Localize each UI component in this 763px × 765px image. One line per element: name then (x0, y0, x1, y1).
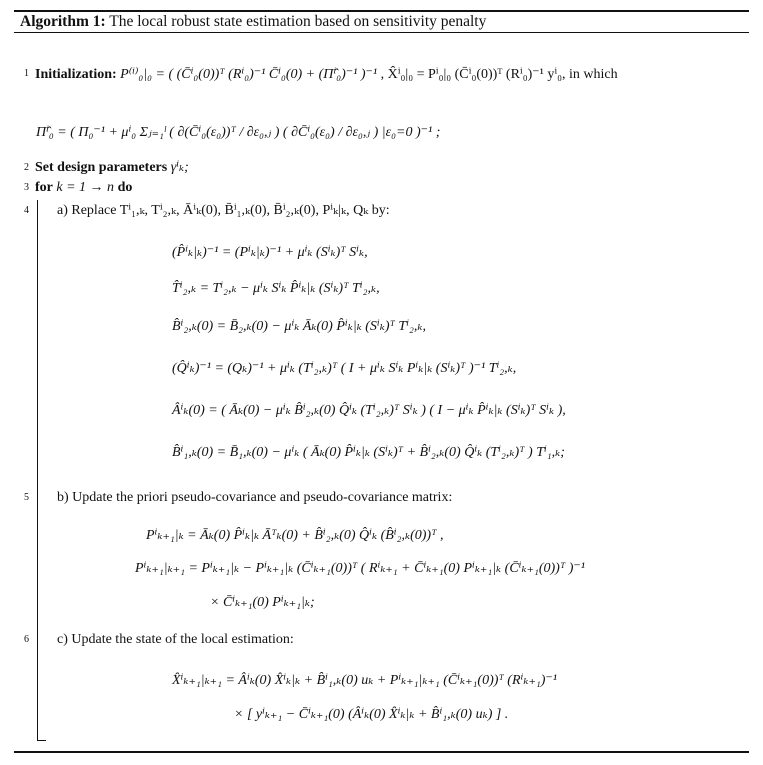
eq-x00: , X̂ⁱ₀|₀ = Pⁱ₀|₀ (C̄ⁱ₀(0))ᵀ (Rⁱ₀)⁻¹ yⁱ₀, in which (380, 67, 618, 82)
eq-q-hat: (Q̂ⁱₖ)⁻¹ = (Qₖ)⁻¹ + μⁱₖ (Tⁱ₂,ₖ)ᵀ ( I + μⁱₖ Sⁱₖ Pⁱₖ|ₖ (Sⁱₖ)ᵀ )⁻¹ Tⁱ₂,ₖ, (172, 361, 517, 376)
eq-p-hat: (P̂ⁱₖ|ₖ)⁻¹ = (Pⁱₖ|ₖ)⁻¹ + μⁱₖ (Sⁱₖ)ᵀ Sⁱₖ, (172, 245, 368, 260)
eq-p-post: Pⁱₖ₊₁|ₖ₊₁ = Pⁱₖ₊₁|ₖ − Pⁱₖ₊₁|ₖ (C̄ⁱₖ₊₁(0))ᵀ ( Rⁱₖ₊₁ + C̄ⁱₖ₊₁(0) Pⁱₖ₊₁|ₖ (C̄ⁱₖ₊₁(0))ᵀ )⁻¹ (135, 561, 585, 576)
line-number-5: 5 (24, 492, 29, 503)
line-number-3: 3 (24, 182, 29, 193)
eq-gamma: γⁱₖ; (170, 160, 189, 175)
line-number-6: 6 (24, 634, 29, 645)
eq-t-hat: T̂ⁱ₂,ₖ = Tⁱ₂,ₖ − μⁱₖ Sⁱₖ P̂ⁱₖ|ₖ (Sⁱₖ)ᵀ Tⁱ₂,ₖ, (172, 281, 380, 296)
line-2 (35, 159, 189, 177)
title-rule (14, 32, 749, 33)
eq-a-hat: Âⁱₖ(0) = ( Āₖ(0) − μⁱₖ B̂ⁱ₂,ₖ(0) Q̂ⁱₖ (Tⁱ₂,ₖ)ᵀ Sⁱₖ ) ( I − μⁱₖ P̂ⁱₖ|ₖ (Sⁱₖ)ᵀ Sⁱₖ ), (172, 403, 566, 418)
eq-p-prior: Pⁱₖ₊₁|ₖ = Āₖ(0) P̂ⁱₖ|ₖ Āᵀₖ(0) + B̂ⁱ₂,ₖ(0) Q̂ⁱₖ (B̂ⁱ₂,ₖ(0))ᵀ , (146, 528, 444, 543)
eq-p-post-cont: × C̄ⁱₖ₊₁(0) Pⁱₖ₊₁|ₖ; (210, 595, 315, 610)
step-a-text: a) Replace Tⁱ₁,ₖ, Tⁱ₂,ₖ, Āⁱₖ(0), B̄ⁱ₁,ₖ(0), B̄ⁱ₂,ₖ(0), Pⁱₖ|ₖ, Qₖ by: (57, 203, 390, 218)
eq-pi-hat: Π̂ⁱ₀ = ( Π₀⁻¹ + μⁱ₀ Σⱼ₌₁ˡ ( ∂(C̄ⁱ₀(ε₀))ᵀ / ∂ε₀,ⱼ ) ( ∂C̄ⁱ₀(ε₀) / ∂ε₀,ⱼ ) |ε₀=0 )⁻¹ ; (36, 125, 441, 140)
line-number-4: 4 (24, 205, 29, 216)
step-b-text: b) Update the priori pseudo-covariance and pseudo-covariance matrix: (57, 490, 453, 505)
eq-x-update: X̂ⁱₖ₊₁|ₖ₊₁ = Âⁱₖ(0) X̂ⁱₖ|ₖ + B̂ⁱ₁,ₖ(0) uₖ + Pⁱₖ₊₁|ₖ₊₁ (C̄ⁱₖ₊₁(0))ᵀ (Rⁱₖ₊₁)⁻¹ (172, 673, 557, 688)
step-c-text: c) Update the state of the local estimation: (57, 632, 294, 647)
loop-bar (37, 200, 38, 740)
algorithm-title (20, 12, 486, 32)
line-number-1: 1 (24, 68, 29, 79)
eq-loop-range: k = 1 → n (56, 180, 115, 195)
initialization-keyword: Initialization: (35, 67, 117, 82)
for-keyword: for (35, 180, 53, 195)
set-params-keyword: Set design parameters (35, 160, 168, 175)
line-number-2: 2 (24, 162, 29, 173)
eq-b2-hat: B̂ⁱ₂,ₖ(0) = B̄₂,ₖ(0) − μⁱₖ Āₖ(0) P̂ⁱₖ|ₖ (Sⁱₖ)ᵀ Tⁱ₂,ₖ, (172, 319, 427, 334)
do-keyword: do (117, 180, 133, 195)
eq-b1-hat: B̂ⁱ₁,ₖ(0) = B̄₁,ₖ(0) − μⁱₖ ( Āₖ(0) P̂ⁱₖ|ₖ (Sⁱₖ)ᵀ + B̂ⁱ₂,ₖ(0) Q̂ⁱₖ (Tⁱ₂,ₖ)ᵀ ) Tⁱ₁,ₖ; (172, 445, 565, 460)
algorithm-caption: The local robust state estimation based on sensitivity penalty (109, 13, 487, 30)
line-1 (35, 66, 618, 84)
bottom-rule (14, 751, 749, 753)
loop-bar-end (37, 740, 46, 741)
line-3 (35, 179, 132, 197)
algorithm-label: Algorithm 1: (20, 13, 106, 30)
eq-p00: P⁽ⁱ⁾₀|₀ = ( (C̄ⁱ₀(0))ᵀ (Rⁱ₀)⁻¹ C̄ⁱ₀(0) + (Π̂ⁱ₀)⁻¹ )⁻¹ (120, 67, 378, 82)
eq-x-update-cont: × [ yⁱₖ₊₁ − C̄ⁱₖ₊₁(0) (Âⁱₖ(0) X̂ⁱₖ|ₖ + B̂ⁱ₁,ₖ(0) uₖ) ] . (234, 707, 509, 722)
